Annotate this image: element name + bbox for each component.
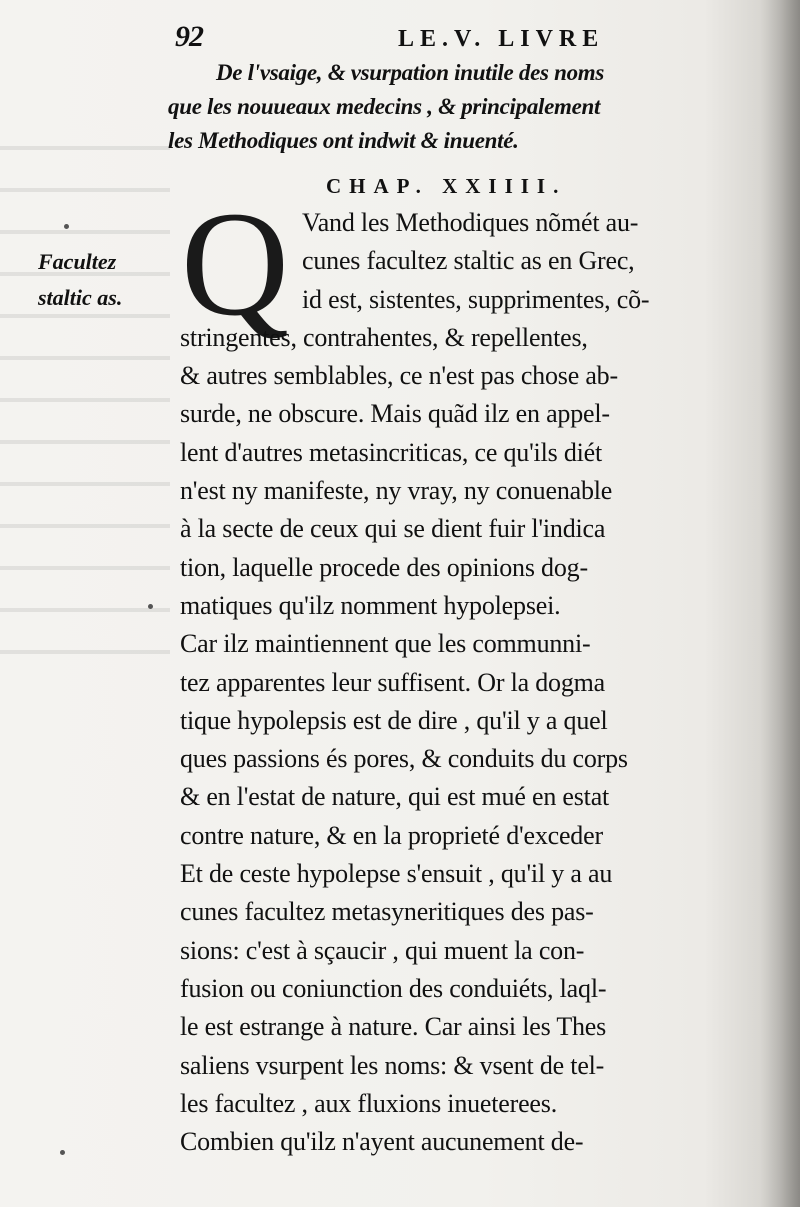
- body-text: [180, 204, 780, 1161]
- body-line: saliens vsurpent les noms: & vsent de tel-: [180, 1050, 605, 1080]
- body-line: Car ilz maintiennent que les communni-: [180, 629, 591, 659]
- margin-speck: [60, 1150, 65, 1155]
- body-line: tion, laquelle procede des opinions dog-: [180, 552, 588, 582]
- marginal-note-line: Facultez: [38, 249, 117, 274]
- body-line: tique hypolepsis est de dire , qu'il y a quel: [180, 705, 608, 735]
- body-line: contre nature, & en la proprieté d'exceder: [180, 820, 603, 850]
- chapter-title: [168, 56, 768, 158]
- body-line: tez apparentes leur suffisent. Or la dogma: [180, 667, 606, 697]
- marginal-note-line: staltic as.: [38, 285, 123, 310]
- body-line: surde, ne obscure. Mais quãd ilz en appel-: [180, 399, 610, 429]
- running-head: LE.V. LIVRE: [398, 26, 605, 52]
- body-line: cunes facultez staltic as en Grec,: [302, 246, 635, 276]
- body-line: lent d'autres metasincriticas, ce qu'ils diét: [180, 437, 603, 467]
- body-line: à la secte de ceux qui se dient fuir l'indica: [180, 514, 606, 544]
- body-line: le est estrange à nature. Car ainsi les Thes: [180, 1012, 607, 1042]
- body-line: matiques qu'ilz nomment hypolepsei.: [180, 590, 561, 620]
- body-line: stringentes, contrahentes, & repellentes,: [180, 322, 588, 352]
- margin-speck: [148, 604, 153, 609]
- chapter-title-line: que les nouueaux medecins , & principalement: [168, 94, 601, 119]
- body-line: Combien qu'ilz n'ayent aucunement de-: [180, 1127, 584, 1157]
- chapter-title-line: De l'vsaige, & vsurpation inutile des noms: [216, 60, 605, 85]
- body-line: ques passions és pores, & conduits du corps: [180, 744, 628, 774]
- margin-speck: [64, 224, 69, 229]
- body-line: Vand les Methodiques nõmét au-: [302, 208, 639, 237]
- drop-cap: Q: [180, 181, 290, 347]
- body-line: les facultez , aux fluxions inueterees.: [180, 1088, 557, 1118]
- body-line: Et de ceste hypolepse s'ensuit , qu'il y a au: [180, 859, 613, 889]
- page-header: [170, 16, 780, 56]
- body-line: id est, sistentes, supprimentes, cõ-: [302, 284, 650, 314]
- chapter-heading: CHAP. XXIIII.: [326, 174, 567, 198]
- body-line: sions: c'est à sçaucir , qui muent la con-: [180, 935, 585, 965]
- body-line: fusion ou coniunction des conduiéts, laql-: [180, 973, 607, 1003]
- page-number: 92: [175, 20, 203, 53]
- body-line: n'est ny manifeste, ny vray, ny conuenable: [180, 476, 613, 506]
- body-line: cunes facultez metasyneritiques des pas-: [180, 897, 594, 927]
- chapter-title-line: les Methodiques ont indwit & inuenté.: [168, 128, 519, 153]
- marginal-note: [38, 244, 122, 316]
- bleed-through-text: [0, 120, 170, 680]
- body-line: & en l'estat de nature, qui est mué en estat: [180, 782, 610, 812]
- body-line: & autres semblables, ce n'est pas chose ab-: [180, 361, 618, 391]
